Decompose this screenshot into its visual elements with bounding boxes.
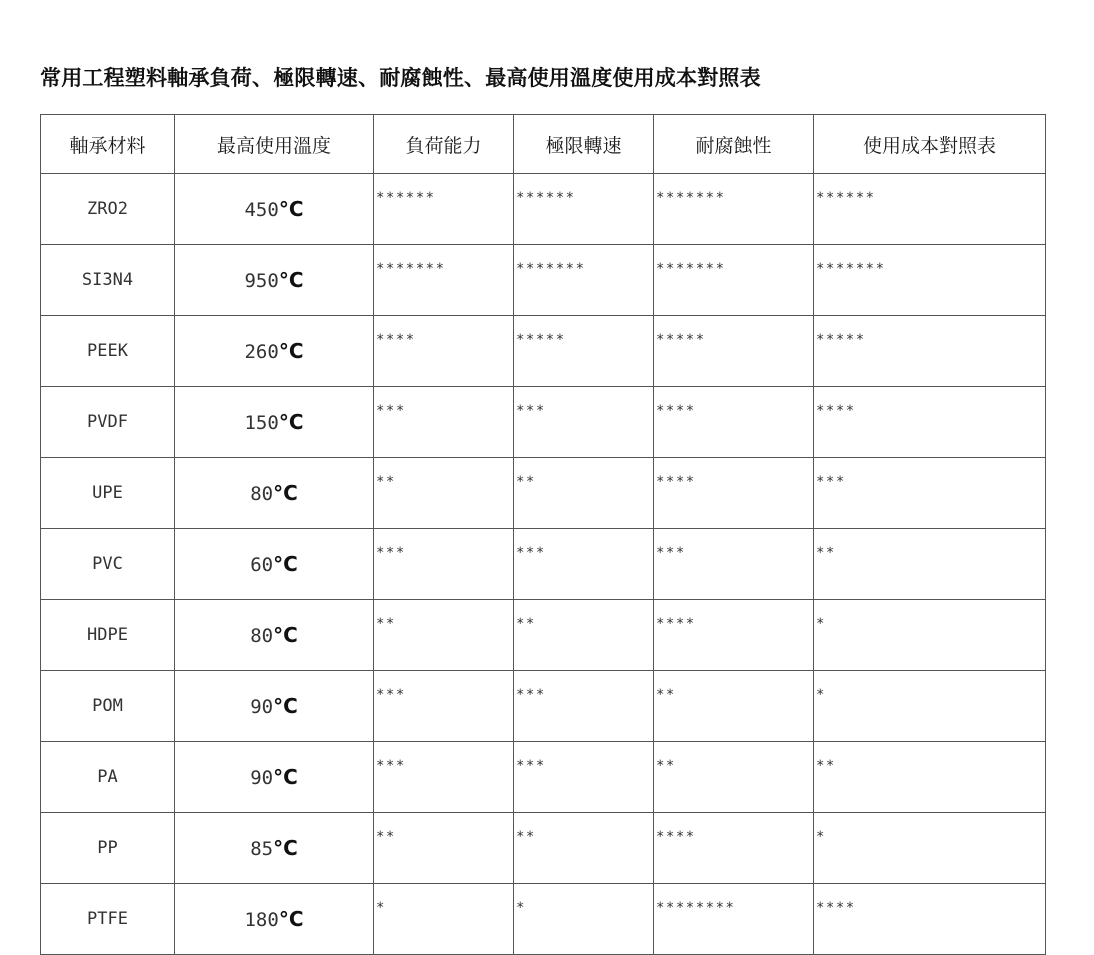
temp-value: 90 <box>250 767 274 789</box>
material-cell: PP <box>41 813 175 884</box>
load-rating: *** <box>374 742 514 813</box>
corrosion-rating: ** <box>654 671 814 742</box>
speed-rating: *** <box>514 671 654 742</box>
cost-rating: ** <box>814 529 1046 600</box>
cost-rating: **** <box>814 884 1046 955</box>
speed-rating: ** <box>514 600 654 671</box>
speed-rating: *** <box>514 742 654 813</box>
material-cell: UPE <box>41 458 175 529</box>
load-rating: *** <box>374 529 514 600</box>
cost-rating: *** <box>814 458 1046 529</box>
table-row <box>41 884 1046 955</box>
corrosion-rating: **** <box>654 813 814 884</box>
comparison-table <box>40 114 1046 955</box>
material-cell: ZRO2 <box>41 174 175 245</box>
material-cell: PVC <box>41 529 175 600</box>
corrosion-rating: ***** <box>654 316 814 387</box>
temp-cell <box>175 529 374 600</box>
temp-cell <box>175 600 374 671</box>
temp-value: 950 <box>244 270 279 292</box>
temp-cell <box>175 884 374 955</box>
temp-value: 90 <box>250 696 274 718</box>
temp-unit: °C <box>273 623 298 647</box>
load-rating: **** <box>374 316 514 387</box>
temp-value: 80 <box>250 625 274 647</box>
document-title: 常用工程塑料軸承負荷、極限轉速、耐腐蝕性、最高使用溫度使用成本對照表 <box>40 66 761 90</box>
temp-value: 80 <box>250 483 274 505</box>
temp-cell <box>175 387 374 458</box>
header-load: 負荷能力 <box>374 115 514 174</box>
cost-rating: * <box>814 671 1046 742</box>
load-rating: ** <box>374 458 514 529</box>
material-cell: PA <box>41 742 175 813</box>
temp-unit: °C <box>278 410 304 434</box>
temp-cell <box>175 742 374 813</box>
load-rating: ****** <box>374 174 514 245</box>
temp-value: 260 <box>244 341 279 363</box>
cost-rating: ** <box>814 742 1046 813</box>
table-row <box>41 671 1046 742</box>
temp-cell <box>175 174 374 245</box>
header-corrosion: 耐腐蝕性 <box>654 115 814 174</box>
temp-unit: °C <box>273 694 298 718</box>
temp-unit: °C <box>278 339 304 363</box>
temp-value: 450 <box>244 199 279 221</box>
table-row <box>41 600 1046 671</box>
table-row <box>41 813 1046 884</box>
temp-unit: °C <box>273 836 298 860</box>
speed-rating: *** <box>514 387 654 458</box>
table-row <box>41 742 1046 813</box>
table-row <box>41 245 1046 316</box>
corrosion-rating: **** <box>654 600 814 671</box>
corrosion-rating: **** <box>654 458 814 529</box>
temp-cell <box>175 245 374 316</box>
temp-cell <box>175 316 374 387</box>
table-row <box>41 458 1046 529</box>
load-rating: ** <box>374 600 514 671</box>
load-rating: * <box>374 884 514 955</box>
temp-value: 60 <box>250 554 274 576</box>
load-rating: *** <box>374 671 514 742</box>
corrosion-rating: ******* <box>654 245 814 316</box>
temp-unit: °C <box>278 907 304 931</box>
material-cell: POM <box>41 671 175 742</box>
temp-value: 180 <box>244 909 279 931</box>
load-rating: *** <box>374 387 514 458</box>
temp-unit: °C <box>273 552 298 576</box>
material-cell: PEEK <box>41 316 175 387</box>
speed-rating: ***** <box>514 316 654 387</box>
header-max-temp: 最高使用溫度 <box>175 115 374 174</box>
temp-unit: °C <box>273 765 298 789</box>
temp-cell <box>175 671 374 742</box>
header-cost: 使用成本對照表 <box>814 115 1046 174</box>
table-row <box>41 316 1046 387</box>
corrosion-rating: ******* <box>654 174 814 245</box>
table-header-row <box>41 115 1046 174</box>
material-cell: PVDF <box>41 387 175 458</box>
speed-rating: * <box>514 884 654 955</box>
material-cell: HDPE <box>41 600 175 671</box>
speed-rating: ** <box>514 813 654 884</box>
speed-rating: ******* <box>514 245 654 316</box>
table-row <box>41 174 1046 245</box>
cost-rating: * <box>814 600 1046 671</box>
cost-rating: ***** <box>814 316 1046 387</box>
table-row <box>41 387 1046 458</box>
speed-rating: ** <box>514 458 654 529</box>
corrosion-rating: ******** <box>654 884 814 955</box>
cost-rating: **** <box>814 387 1046 458</box>
cost-rating: ******* <box>814 245 1046 316</box>
temp-cell <box>175 458 374 529</box>
speed-rating: *** <box>514 529 654 600</box>
temp-unit: °C <box>278 268 304 292</box>
temp-unit: °C <box>273 481 298 505</box>
temp-value: 150 <box>244 412 279 434</box>
load-rating: ******* <box>374 245 514 316</box>
material-cell: SI3N4 <box>41 245 175 316</box>
header-material: 軸承材料 <box>41 115 175 174</box>
corrosion-rating: *** <box>654 529 814 600</box>
cost-rating: ****** <box>814 174 1046 245</box>
corrosion-rating: **** <box>654 387 814 458</box>
speed-rating: ****** <box>514 174 654 245</box>
table-row <box>41 529 1046 600</box>
material-cell: PTFE <box>41 884 175 955</box>
temp-unit: °C <box>278 197 304 221</box>
temp-cell <box>175 813 374 884</box>
corrosion-rating: ** <box>654 742 814 813</box>
temp-value: 85 <box>250 838 274 860</box>
cost-rating: * <box>814 813 1046 884</box>
load-rating: ** <box>374 813 514 884</box>
header-speed: 極限轉速 <box>514 115 654 174</box>
